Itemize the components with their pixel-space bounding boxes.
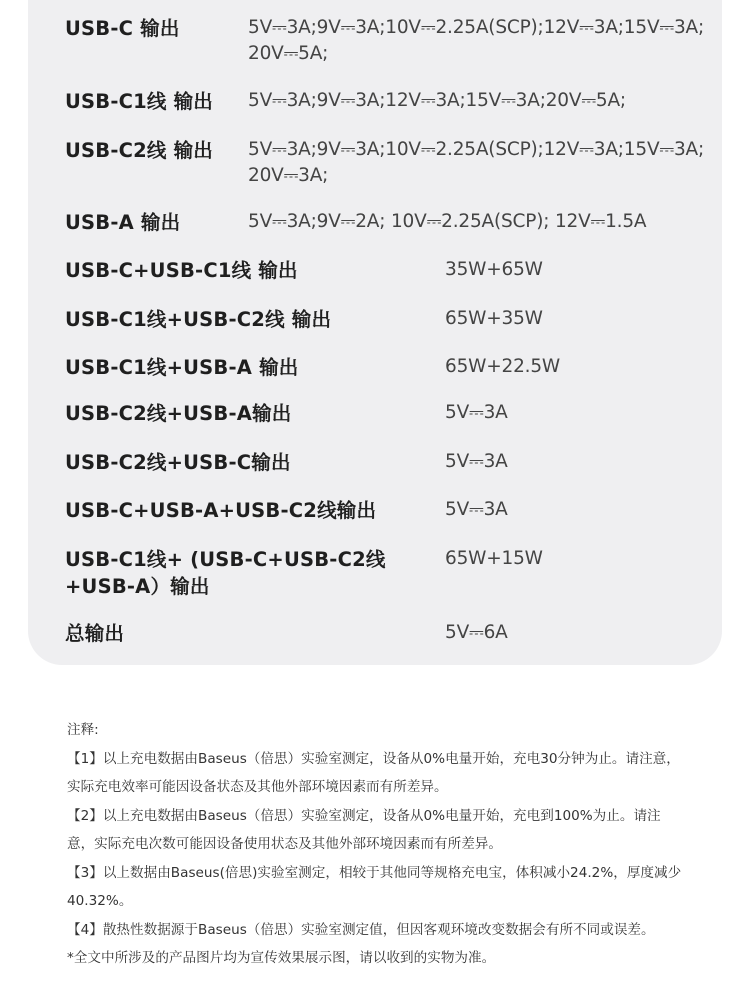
spec-label: USB-C1线+USB-A 输出 (65, 356, 299, 379)
spec-value: 5V⎓3A (445, 451, 508, 472)
spec-value: 5V⎓3A (445, 499, 508, 520)
notes-title: 注释: (67, 722, 99, 738)
spec-value: 5V⎓3A;9V⎓3A;12V⎓3A;15V⎓3A;20V⎓5A; (248, 90, 626, 111)
spec-label: USB-C1线+USB-C2线 输出 (65, 308, 332, 331)
spec-value: 35W+65W (445, 259, 543, 280)
spec-label: USB-C+USB-C1线 输出 (65, 259, 298, 282)
spec-label: USB-C2线+USB-C输出 (65, 451, 291, 474)
spec-label: USB-C1线 输出 (65, 90, 214, 113)
note-item-1: 【1】以上充电数据由Baseus（倍思）实验室测定，设备从0%电量开始，充电30分钟为止。请注意，实际充电效率可能因设备状态及其他外部环境因素而有所差异。 (67, 750, 680, 795)
spec-value: 65W+15W (445, 548, 543, 569)
spec-label: USB-C2线 输出 (65, 139, 214, 162)
spec-value: 5V⎓3A;9V⎓3A;10V⎓2.25A(SCP);12V⎓3A;15V⎓3A; 20V⎓3A; (248, 139, 705, 186)
spec-value: 5V⎓3A;9V⎓3A;10V⎓2.25A(SCP);12V⎓3A;15V⎓3A; 20V⎓5A; (248, 17, 705, 64)
spec-value: 65W+22.5W (445, 356, 561, 377)
note-item-2: 【2】以上充电数据由Baseus（倍思）实验室测定，设备从0%电量开始，充电到100%为止。请注意，实际充电次数可能因设备使用状态及其他外部环境因素而有所差异。 (67, 807, 661, 852)
note-item-3: 【3】以上数据由Baseus(倍思)实验室测定，相较于其他同等规格充电宝，体积减小24.2%，厚度减少40.32%。 (67, 864, 682, 909)
note-item-4: 【4】散热性数据源于Baseus（倍思）实验室测定值，但因客观环境改变数据会有所不同或误差。 (67, 921, 655, 938)
notes-section (67, 716, 687, 973)
spec-table-card (28, 0, 722, 665)
spec-value: 65W+35W (445, 308, 543, 329)
spec-value: 5V⎓3A (445, 402, 508, 423)
spec-value: 5V⎓3A;9V⎓2A; 10V⎓2.25A(SCP); 12V⎓1.5A (248, 211, 647, 232)
spec-label: USB-A 输出 (65, 211, 181, 234)
spec-value: 5V⎓6A (445, 622, 508, 643)
note-disclaimer: *全文中所涉及的产品图片均为宣传效果展示图，请以收到的实物为准。 (67, 950, 496, 966)
spec-label: USB-C2线+USB-A输出 (65, 402, 292, 425)
spec-label: USB-C 输出 (65, 17, 180, 40)
spec-label: USB-C+USB-A+USB-C2线输出 (65, 499, 377, 522)
spec-label: 总输出 (65, 622, 125, 645)
spec-label: USB-C1线+ (USB-C+USB-C2线 +USB-A）输出 (65, 548, 386, 598)
